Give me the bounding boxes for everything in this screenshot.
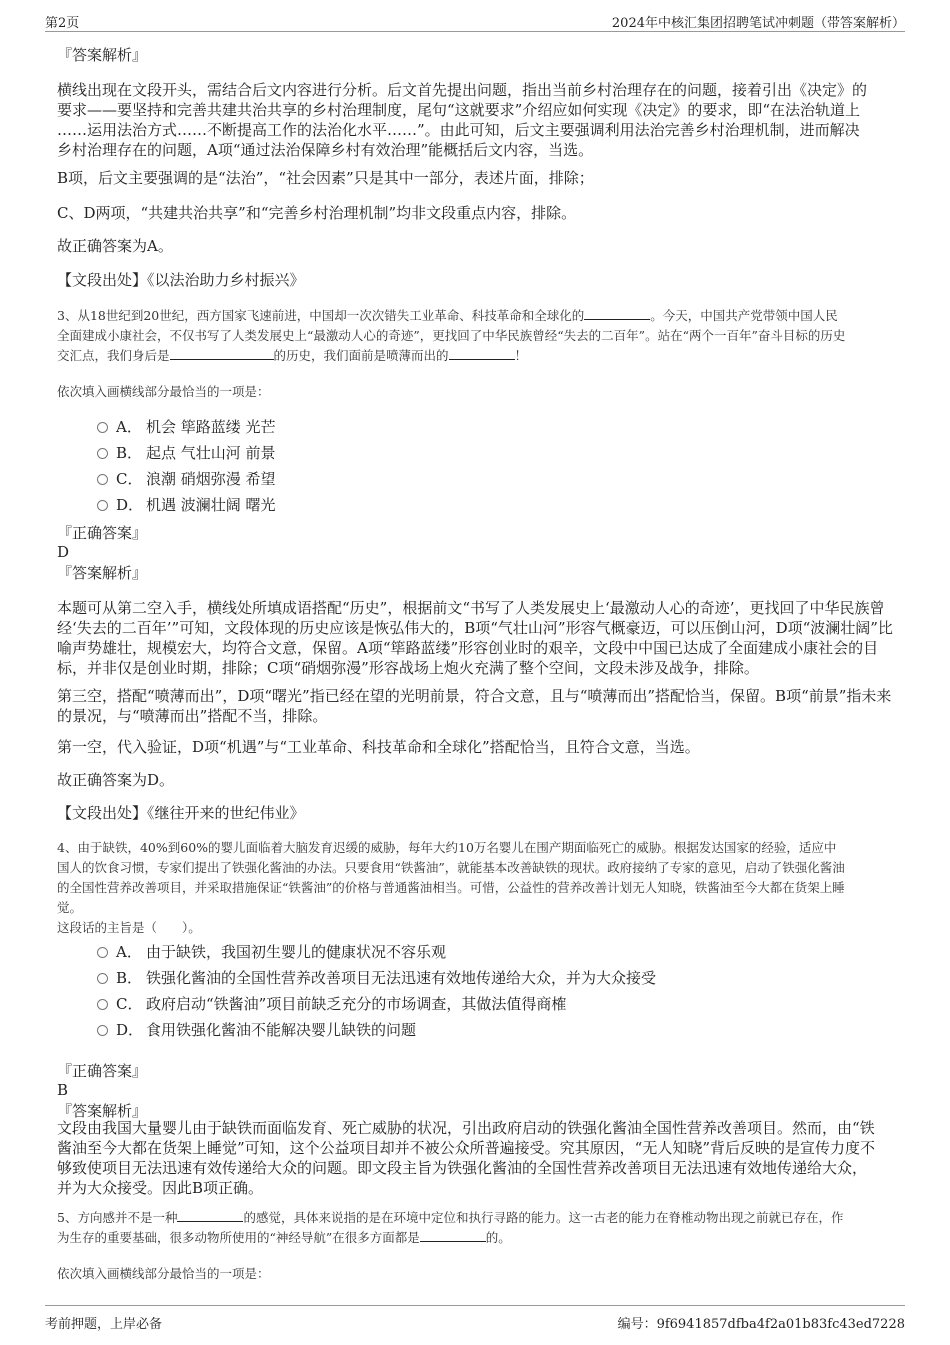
q3-stem-text: ！: [514, 348, 528, 363]
q3-stem-text: 的历史，我们面前是喷薄而出的: [273, 348, 449, 363]
q2-analysis-paragraph-2: B项，后文主要强调的是“法治”，“社会因素”只是其中一部分，表述片面，排除；: [57, 169, 594, 187]
radio-button[interactable]: [97, 474, 108, 485]
q3-stem-text: 全面建成小康社会，不仅书写了人类发展史上“最激动人心的奇迹”，更找回了中华民族曾经“失去的二百年”。站在“两个一百年”奋斗目标的历史: [57, 328, 846, 343]
fill-blank: [177, 1209, 243, 1222]
fill-blank: [584, 307, 650, 320]
q3-source: 【文段出处】《继往开来的世纪伟业》: [57, 804, 305, 822]
q3-option-d[interactable]: D． 机遇 波澜壮阔 曙光: [97, 495, 276, 515]
radio-button[interactable]: [97, 999, 108, 1010]
analysis-label: 『答案解析』: [57, 1102, 148, 1120]
fill-blank: [449, 347, 515, 360]
answer-label: 『正确答案』: [57, 524, 148, 542]
radio-button[interactable]: [97, 448, 108, 459]
radio-button[interactable]: [97, 973, 108, 984]
q4-option-c[interactable]: C． 政府启动“铁酱油”项目前缺乏充分的市场调查，其做法值得商榷: [97, 994, 566, 1014]
page-number: 第2页: [45, 16, 80, 31]
q3-stem-text: 3、从18世纪到20世纪，西方国家飞速前进，中国却一次次错失工业革命、科技革命和全球化的: [57, 308, 585, 323]
q3-analysis-paragraph-2: 第三空，搭配“喷薄而出”，D项“曙光”指已经在望的光明前景，符合文意，且与“喷薄而出”搭配恰当，保留。B项“前景”指未来 的景况，与“喷薄而出”搭配不当，排除。: [57, 687, 892, 725]
q3-option-c[interactable]: C． 浪潮 硝烟弥漫 希望: [97, 469, 276, 489]
page-header: [45, 9, 905, 32]
q5-prompt: 依次填入画横线部分最恰当的一项是：: [57, 1266, 270, 1281]
q3-prompt: 依次填入画横线部分最恰当的一项是：: [57, 384, 270, 399]
q4-prompt: 这段话的主旨是（ ）。: [57, 920, 201, 935]
q4-option-d[interactable]: D． 食用铁强化酱油不能解决婴儿缺铁的问题: [97, 1020, 416, 1040]
document-id: 编号：9f6941857dfba4f2a01b83fc43ed7228: [617, 1317, 905, 1332]
q4-answer: B: [57, 1081, 69, 1099]
q2-line: 乡村治理存在的问题，A项“通过法治保障乡村有效治理”能概括后文内容，当选。: [57, 141, 594, 159]
q3-analysis-paragraph-3: 第一空，代入验证，D项“机遇”与“工业革命、科技革命和全球化”搭配恰当，且符合文意，当选。: [57, 738, 700, 756]
q2-line: 横线出现在文段开头，需结合后文内容进行分析。后文首先提出问题，指出当前乡村治理存在的问题，接着引出《决定》的: [57, 81, 868, 99]
q2-conclusion: 故正确答案为A。: [57, 237, 173, 255]
radio-button[interactable]: [97, 500, 108, 511]
q3-option-a[interactable]: A． 机会 筚路蓝缕 光芒: [97, 417, 276, 437]
q4-option-a[interactable]: A． 由于缺铁，我国初生婴儿的健康状况不容乐观: [97, 942, 446, 962]
q2-analysis-paragraph-3: C、D两项，“共建共治共享”和“完善乡村治理机制”均非文段重点内容，排除。: [57, 204, 577, 222]
answer-label: 『正确答案』: [57, 1062, 148, 1080]
radio-button[interactable]: [97, 1025, 108, 1036]
fill-blank: [420, 1229, 486, 1242]
q3-stem: [57, 306, 897, 366]
q2-line: ……运用法治方式……不断提高工作的法治化水平……”。由此可知，后文主要强调利用法治完善乡村治理机制，进而解决: [57, 121, 860, 139]
radio-button[interactable]: [97, 947, 108, 958]
q3-analysis-paragraph-1: 本题可从第二空入手，横线处所填成语搭配“历史”，根据前文“书写了人类发展史上‘最激动人心的奇迹’，更找回了中华民族曾 经‘失去的二百年’”可知，文段体现的历史应该是恢弘伟大的，B项“气壮山河”形容气概豪迈，可以压倒山河，D项“波澜壮阔”比 喻声势雄壮，规模宏大，均符合文意，保留。A项“筚路蓝缕”形容创业时的艰辛，文段中中国已达成了全面建成小康社会的目 标，并非仅是创业时期，排除；C项“硝烟弥漫”形容战场上炮火充满了整个空间，文段未涉及战争，排除。: [57, 599, 893, 677]
q4-option-b[interactable]: B． 铁强化酱油的全国性营养改善项目无法迅速有效地传递给大众，并为大众接受: [97, 968, 656, 988]
page-footer: [45, 1305, 905, 1332]
fill-blank: [170, 347, 274, 360]
analysis-label: 『答案解析』: [57, 564, 148, 582]
q3-stem-text: 交汇点，我们身后是: [57, 348, 170, 363]
q3-option-b[interactable]: B． 起点 气壮山河 前景: [97, 443, 276, 463]
q4-stem: 4、由于缺铁，40%到60%的婴儿面临着大脑发育迟缓的威胁，每年大约10万名婴儿在围产期面临死亡的威胁。根据发达国家的经验，适应中 国人的饮食习惯，专家们提出了铁强化酱油的办法。只要食用“铁酱油”，就能基本改善缺铁的现状。政府接纳了专家的意见，启动了铁强化酱油 的全国性营养改善项目，并采取措施保证“铁酱油”的价格与普通酱油相当。可惜，公益性的营养改善计划无人知晓，铁酱油至今大都在货架上睡 觉。: [57, 840, 845, 915]
q4-analysis-paragraph: 文段由我国大量婴儿由于缺铁而面临发育、死亡威胁的状况，引出政府启动的铁强化酱油全国性营养改善项目。然而，由“铁 酱油至今大都在货架上睡觉”可知，这个公益项目却并不被公众所普遍接受。究其原因，“无人知晓”背后反映的是宣传力度不 够致使项目无法迅速有效传递给大众的问题。即文段主旨为铁强化酱油的全国性营养改善项目无法迅速有效地传递给大众， 并为大众接受。因此B项正确。: [57, 1119, 876, 1197]
document-title: 2024年中核汇集团招聘笔试冲刺题（带答案解析）: [611, 16, 905, 31]
q2-source: 【文段出处】《以法治助力乡村振兴》: [57, 271, 305, 289]
q2-line: 要求——要坚持和完善共建共治共享的乡村治理制度，尾句“这就要求”介绍应如何实现《决定》的要求，即“在法治轨道上: [57, 101, 861, 119]
footer-slogan: 考前押题，上岸必备: [45, 1317, 163, 1332]
radio-button[interactable]: [97, 422, 108, 433]
q3-answer: D: [57, 543, 70, 561]
q5-stem: 5、方向感并不是一种 的感觉，具体来说指的是在环境中定位和执行寻路的能力。这一古老的能力在脊椎动物出现之前就已存在，作 为生存的重要基础，很多动物所使用的“神经导航”在很多方面都是 的。: [57, 1210, 844, 1245]
q3-stem-text: 。今天，中国共产党带领中国人民: [650, 308, 838, 323]
analysis-label: 『答案解析』: [57, 46, 148, 64]
q3-conclusion: 故正确答案为D。: [57, 771, 175, 789]
q2-analysis-paragraph-1: [57, 80, 897, 160]
